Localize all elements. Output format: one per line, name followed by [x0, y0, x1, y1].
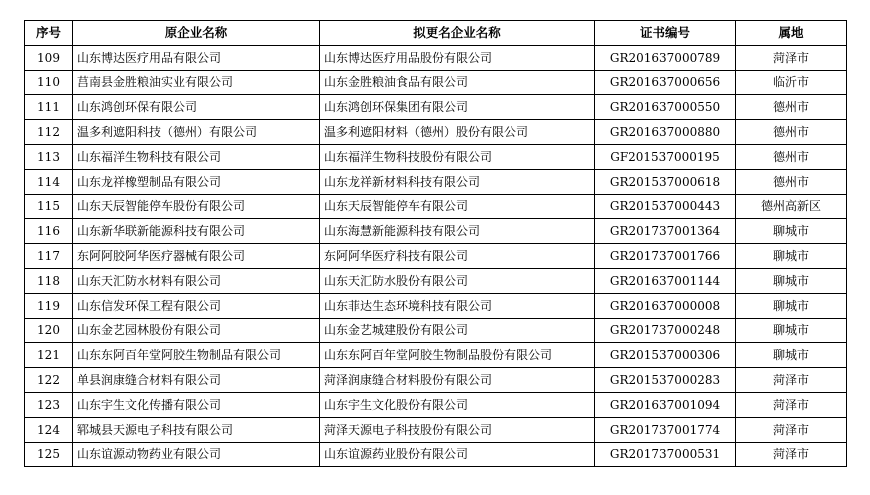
cell-new-name: 菏泽润康缝合材料股份有限公司 [320, 368, 595, 393]
table-row [25, 268, 847, 293]
cell-location: 德州市 [736, 144, 847, 169]
cell-serial-number: 110 [25, 70, 73, 95]
cell-location: 菏泽市 [736, 368, 847, 393]
cell-certificate-number: GR201537000306 [595, 343, 736, 368]
table-row [25, 120, 847, 145]
cell-new-name: 山东龙祥新材料科技有限公司 [320, 169, 595, 194]
cell-serial-number: 112 [25, 120, 73, 145]
table-row [25, 244, 847, 269]
cell-new-name: 山东东阿百年堂阿胶生物制品股份有限公司 [320, 343, 595, 368]
cell-location: 德州市 [736, 120, 847, 145]
table-row [25, 343, 847, 368]
header-serial-number: 序号 [25, 21, 73, 46]
cell-certificate-number: GR201637001094 [595, 392, 736, 417]
cell-new-name: 山东宇生文化股份有限公司 [320, 392, 595, 417]
cell-location: 聊城市 [736, 343, 847, 368]
cell-serial-number: 121 [25, 343, 73, 368]
cell-new-name: 菏泽天源电子科技股份有限公司 [320, 417, 595, 442]
cell-location: 菏泽市 [736, 442, 847, 467]
cell-original-name: 山东新华联新能源科技有限公司 [73, 219, 320, 244]
cell-serial-number: 120 [25, 318, 73, 343]
cell-location: 德州市 [736, 95, 847, 120]
cell-original-name: 东阿阿胶阿华医疗器械有限公司 [73, 244, 320, 269]
cell-serial-number: 113 [25, 144, 73, 169]
cell-original-name: 山东鸿创环保有限公司 [73, 95, 320, 120]
cell-certificate-number: GR201637000656 [595, 70, 736, 95]
table-row [25, 169, 847, 194]
cell-serial-number: 111 [25, 95, 73, 120]
cell-location: 聊城市 [736, 293, 847, 318]
table-row [25, 70, 847, 95]
table-row [25, 45, 847, 70]
cell-original-name: 山东金艺园林股份有限公司 [73, 318, 320, 343]
cell-new-name: 山东福洋生物科技股份有限公司 [320, 144, 595, 169]
cell-certificate-number: GR201637000880 [595, 120, 736, 145]
cell-new-name: 山东金胜粮油食品有限公司 [320, 70, 595, 95]
table-row [25, 417, 847, 442]
cell-original-name: 山东天辰智能停车股份有限公司 [73, 194, 320, 219]
cell-original-name: 山东福洋生物科技有限公司 [73, 144, 320, 169]
cell-new-name: 山东金艺城建股份有限公司 [320, 318, 595, 343]
cell-new-name: 山东天辰智能停车有限公司 [320, 194, 595, 219]
cell-original-name: 山东天汇防水材料有限公司 [73, 268, 320, 293]
cell-certificate-number: GR201637000789 [595, 45, 736, 70]
cell-certificate-number: GR201537000283 [595, 368, 736, 393]
cell-new-name: 山东鸿创环保集团有限公司 [320, 95, 595, 120]
cell-certificate-number: GR201637001144 [595, 268, 736, 293]
cell-location: 德州高新区 [736, 194, 847, 219]
cell-location: 聊城市 [736, 268, 847, 293]
cell-certificate-number: GR201737000531 [595, 442, 736, 467]
cell-original-name: 莒南县金胜粮油实业有限公司 [73, 70, 320, 95]
table-row [25, 368, 847, 393]
cell-certificate-number: GR201537000618 [595, 169, 736, 194]
table-header-row [25, 21, 847, 46]
cell-serial-number: 125 [25, 442, 73, 467]
cell-certificate-number: GF201537000195 [595, 144, 736, 169]
cell-serial-number: 122 [25, 368, 73, 393]
cell-original-name: 山东宇生文化传播有限公司 [73, 392, 320, 417]
cell-serial-number: 114 [25, 169, 73, 194]
header-new-name: 拟更名企业名称 [320, 21, 595, 46]
cell-original-name: 郓城县天源电子科技有限公司 [73, 417, 320, 442]
table-row [25, 442, 847, 467]
cell-location: 临沂市 [736, 70, 847, 95]
cell-original-name: 山东信发环保工程有限公司 [73, 293, 320, 318]
cell-location: 聊城市 [736, 219, 847, 244]
cell-original-name: 山东龙祥橡塑制品有限公司 [73, 169, 320, 194]
table-row [25, 392, 847, 417]
cell-certificate-number: GR201737001766 [595, 244, 736, 269]
cell-original-name: 山东东阿百年堂阿胶生物制品有限公司 [73, 343, 320, 368]
cell-new-name: 山东菲达生态环境科技有限公司 [320, 293, 595, 318]
cell-new-name: 山东海慧新能源科技有限公司 [320, 219, 595, 244]
table-row [25, 219, 847, 244]
cell-serial-number: 119 [25, 293, 73, 318]
cell-new-name: 山东天汇防水股份有限公司 [320, 268, 595, 293]
cell-serial-number: 109 [25, 45, 73, 70]
table-row [25, 293, 847, 318]
cell-certificate-number: GR201737000248 [595, 318, 736, 343]
cell-original-name: 山东博达医疗用品有限公司 [73, 45, 320, 70]
header-original-name: 原企业名称 [73, 21, 320, 46]
cell-serial-number: 115 [25, 194, 73, 219]
cell-location: 菏泽市 [736, 45, 847, 70]
cell-serial-number: 116 [25, 219, 73, 244]
header-location: 属地 [736, 21, 847, 46]
cell-location: 菏泽市 [736, 392, 847, 417]
company-rename-table [24, 20, 847, 467]
table-row [25, 144, 847, 169]
cell-new-name: 山东博达医疗用品股份有限公司 [320, 45, 595, 70]
cell-serial-number: 117 [25, 244, 73, 269]
header-certificate-number: 证书编号 [595, 21, 736, 46]
cell-new-name: 东阿阿华医疗科技有限公司 [320, 244, 595, 269]
cell-original-name: 山东谊源动物药业有限公司 [73, 442, 320, 467]
cell-serial-number: 124 [25, 417, 73, 442]
cell-certificate-number: GR201537000443 [595, 194, 736, 219]
cell-original-name: 温多利遮阳科技（德州）有限公司 [73, 120, 320, 145]
cell-location: 德州市 [736, 169, 847, 194]
cell-location: 聊城市 [736, 244, 847, 269]
cell-certificate-number: GR201637000008 [595, 293, 736, 318]
cell-certificate-number: GR201737001774 [595, 417, 736, 442]
cell-serial-number: 123 [25, 392, 73, 417]
cell-certificate-number: GR201637000550 [595, 95, 736, 120]
cell-new-name: 温多利遮阳材料（德州）股份有限公司 [320, 120, 595, 145]
cell-original-name: 单县润康缝合材料有限公司 [73, 368, 320, 393]
table-row [25, 95, 847, 120]
table-body [25, 45, 847, 467]
table-row [25, 318, 847, 343]
cell-location: 菏泽市 [736, 417, 847, 442]
cell-new-name: 山东谊源药业股份有限公司 [320, 442, 595, 467]
cell-serial-number: 118 [25, 268, 73, 293]
table-row [25, 194, 847, 219]
cell-certificate-number: GR201737001364 [595, 219, 736, 244]
cell-location: 聊城市 [736, 318, 847, 343]
